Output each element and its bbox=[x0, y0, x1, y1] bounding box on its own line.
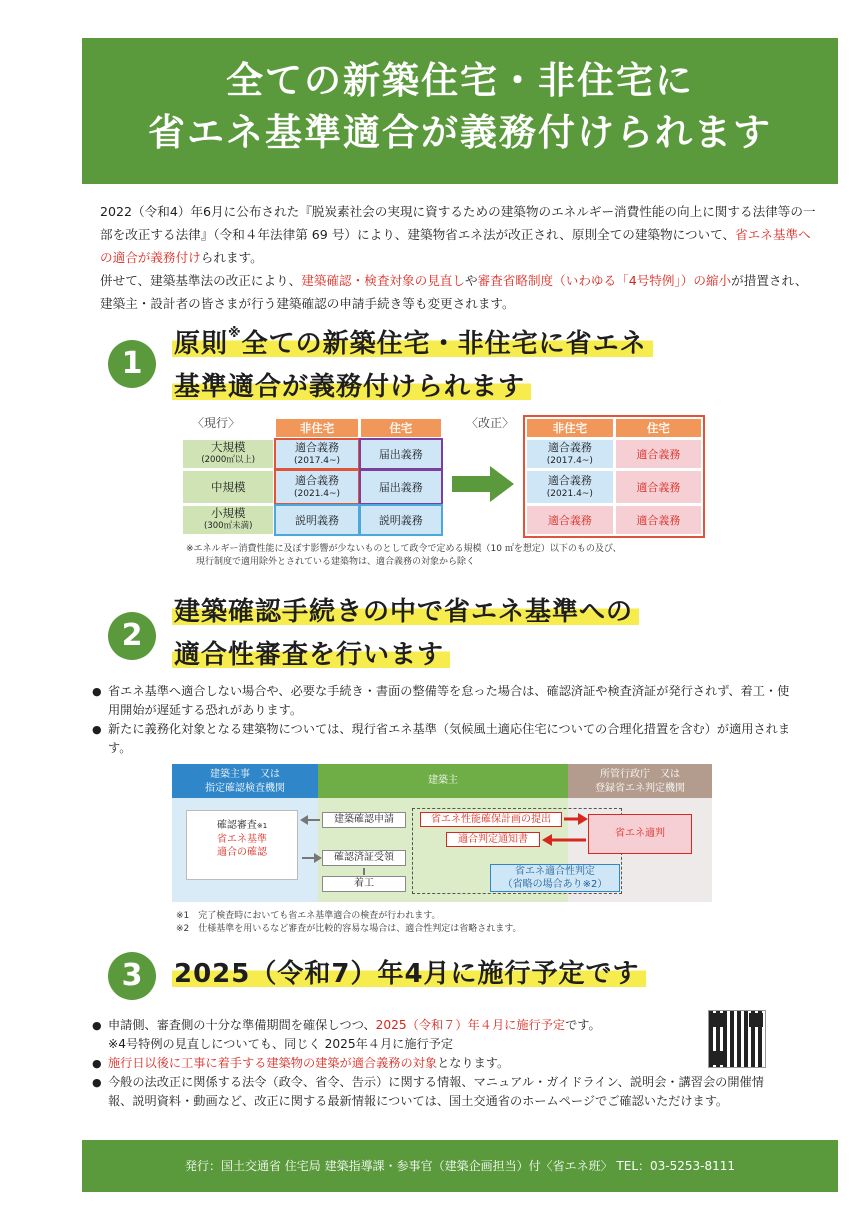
section1-note-line2: 現行制度で適用除外とされている建築物は、適合義務の対象から除く bbox=[196, 557, 476, 567]
section1-heading bbox=[172, 324, 792, 410]
revised-mid-nonres: 適合義務 bbox=[547, 473, 592, 487]
section1-title-b: 全ての新築住宅・非住宅に省エネ bbox=[241, 329, 647, 359]
intro-p2-mid: や bbox=[464, 273, 478, 288]
section1-number: 1 bbox=[108, 340, 156, 388]
section2-note2: ※2 仕様基準を用いるなど審査が比較的容易な場合は、適合性判定は省略されます。 bbox=[176, 924, 522, 934]
current-col-res: 住宅 bbox=[361, 419, 441, 437]
revised-col-res: 住宅 bbox=[616, 419, 701, 437]
section2-bullet2: ● 新たに義務化対象となる建築物については、現行省エネ基準（気候風土適応住宅についての合理化措置を含む）が適用されます。 bbox=[92, 720, 792, 758]
section2-notes bbox=[176, 910, 736, 936]
flow-box-energy-judge: 省エネ適判 bbox=[588, 814, 692, 854]
revised-table bbox=[524, 416, 704, 537]
section3-bullet2 bbox=[92, 1054, 782, 1073]
flow-review-note: ※1 bbox=[256, 822, 268, 830]
row-large-label: 大規模 bbox=[210, 440, 246, 454]
section3-heading bbox=[172, 954, 792, 997]
row-small-sub: (300㎡未満) bbox=[204, 521, 253, 531]
current-large-nonres: 適合義務 bbox=[295, 440, 340, 454]
section2-note1: ※1 完了検査時においても省エネ基準適合の検査が行われます。 bbox=[176, 911, 441, 921]
current-col-nonres: 非住宅 bbox=[276, 419, 357, 437]
current-large-res: 届出義務 bbox=[361, 440, 441, 468]
row-large-sub: (2000㎡以上) bbox=[201, 455, 256, 465]
flow-box-plan-submit: 省エネ性能確保計画の提出 bbox=[420, 812, 562, 827]
flow-header-authority: 建築主事 又は 指定確認検査機関 bbox=[172, 764, 318, 798]
section1-title-a: 原則 bbox=[174, 329, 229, 359]
intro-p2-end: が措置され、建築主・設計者の皆さまが行う建築確認の申請手続き等も変更されます。 bbox=[100, 273, 808, 311]
section3-b2-end: となります。 bbox=[437, 1056, 510, 1070]
section3-b1-note: ※4号特例の見直しについても、同じく 2025年４月に施行予定 bbox=[108, 1037, 454, 1051]
flow-box-notice: 適合判定通知書 bbox=[446, 832, 540, 847]
section3-title: 2025（令和7）年4月に施行予定です bbox=[172, 959, 646, 989]
current-large-nonres-sub: (2017.4~) bbox=[294, 455, 341, 466]
intro-p2-highlight1: 建築確認・検査対象の見直し bbox=[301, 273, 465, 288]
section2-title-a: 建築確認手続きの中で省エネ基準への bbox=[172, 597, 639, 627]
intro-text bbox=[100, 200, 820, 315]
row-mid-label: 中規模 bbox=[183, 471, 273, 503]
row-small-label: 小規模 bbox=[210, 506, 246, 520]
revised-col-nonres: 非住宅 bbox=[527, 419, 613, 437]
current-small-res: 説明義務 bbox=[361, 506, 441, 534]
current-mid-res: 届出義務 bbox=[361, 471, 441, 503]
page-title-line2: 省エネ基準適合が義務付けられます bbox=[148, 111, 772, 154]
section3-bullet1 bbox=[92, 1016, 782, 1035]
revised-large-nonres: 適合義務 bbox=[547, 440, 592, 454]
page-title-line1: 全ての新築住宅・非住宅に bbox=[226, 59, 694, 102]
flow-review-red: 省エネ基準 適合の確認 bbox=[217, 834, 267, 858]
arrow-right-icon bbox=[452, 466, 516, 502]
revised-mid-res: 適合義務 bbox=[616, 471, 701, 503]
flow-header-judge: 所管行政庁 又は 登録省エネ判定機関 bbox=[568, 764, 712, 798]
section2-heading bbox=[172, 592, 792, 678]
section3-number: 3 bbox=[108, 952, 156, 1000]
revised-label: 〈改正〉 bbox=[466, 416, 515, 430]
flow-header-owner: 建築主 bbox=[318, 764, 568, 798]
section1-note bbox=[186, 543, 746, 569]
current-mid-nonres: 適合義務 bbox=[295, 473, 340, 487]
section1-note-line1: ※エネルギー消費性能に及ぼす影響が少ないものとして政令で定める規模（10 ㎡を想定）以下のもの及び、 bbox=[186, 544, 622, 554]
current-small-nonres: 説明義務 bbox=[276, 506, 357, 534]
current-table bbox=[180, 416, 444, 537]
intro-p2-text: 併せて、建築基準法の改正により、 bbox=[100, 273, 302, 288]
section1-title-sup: ※ bbox=[228, 326, 242, 341]
current-mid-nonres-sub: (2021.4~) bbox=[294, 488, 341, 499]
intro-p1-text: 2022（令和4）年6月に公布された『脱炭素社会の実現に資するための建築物のエネルギー消費性能の向上に関する法律等の一部を改正する法律』（令和４年法律第 69 号）により、建築物省エネ法が改正され、原則全ての建築物について、 bbox=[100, 204, 816, 242]
revised-small-res: 適合義務 bbox=[616, 506, 701, 534]
revised-large-nonres-sub: (2017.4~) bbox=[546, 455, 593, 466]
intro-p2-highlight2: 審査省略制度（いわゆる「4号特例」）の縮小 bbox=[477, 273, 732, 288]
intro-p1-end: られます。 bbox=[200, 250, 263, 265]
procedure-flow-diagram bbox=[172, 764, 712, 902]
revised-mid-nonres-sub: (2021.4~) bbox=[546, 488, 593, 499]
section2-number: 2 bbox=[108, 612, 156, 660]
flow-review-label: 確認審査 bbox=[216, 820, 257, 831]
section2-bullet1: ● 省エネ基準へ適合しない場合や、必要な手続き・書面の整備等を怠った場合は、確認済証や検査済証が発行されず、着工・使用開始が遅延する恐れがあります。 bbox=[92, 682, 792, 720]
flow-arrows bbox=[172, 764, 712, 902]
section3-b2-highlight: 施行日以後に工事に着手する建築物の建築が適合義務の対象 bbox=[108, 1056, 438, 1070]
section2-bullets bbox=[92, 682, 792, 758]
revised-small-nonres: 適合義務 bbox=[527, 506, 613, 534]
current-label: 〈現行〉 bbox=[192, 416, 241, 430]
section2-title-b: 適合性審査を行います bbox=[172, 640, 450, 670]
qr-code[interactable] bbox=[708, 1010, 766, 1068]
section3-bullet3: ● 今般の法改正に関係する法令（政令、省令、告示）に関する情報、マニュアル・ガイドライン、説明会・講習会の開催情報、説明資料・動画など、改正に関する最新情報については、国土交通省のホームページでご確認いただけます。 bbox=[92, 1073, 782, 1111]
intro-p1-highlight: 省エネ基準への適合が義務付け bbox=[100, 227, 811, 265]
flow-box-construction: 着工 bbox=[322, 876, 406, 892]
revised-large-res: 適合義務 bbox=[616, 440, 701, 468]
title-banner bbox=[82, 38, 838, 184]
flow-box-certificate: 確認済証受領 bbox=[322, 850, 406, 866]
section3-bullets bbox=[92, 1016, 782, 1111]
section3-b1-text: 申請側、審査側の十分な準備期間を確保しつつ、 bbox=[108, 1018, 376, 1032]
section3-b1-end: です。 bbox=[565, 1018, 601, 1032]
footer: 発行：国土交通省 住宅局 建築指導課・参事官（建築企画担当）付〈省エネ班〉 TEL：03-5253-8111 bbox=[82, 1140, 838, 1192]
flow-box-application: 建築確認申請 bbox=[322, 812, 406, 828]
section1-title-c: 基準適合が義務付けられます bbox=[172, 372, 531, 402]
section3-b1-highlight: 2025（令和７）年４月に施行予定 bbox=[375, 1018, 566, 1032]
flow-box-conformity: 省エネ適合性判定 （省略の場合あり※2） bbox=[490, 864, 620, 892]
